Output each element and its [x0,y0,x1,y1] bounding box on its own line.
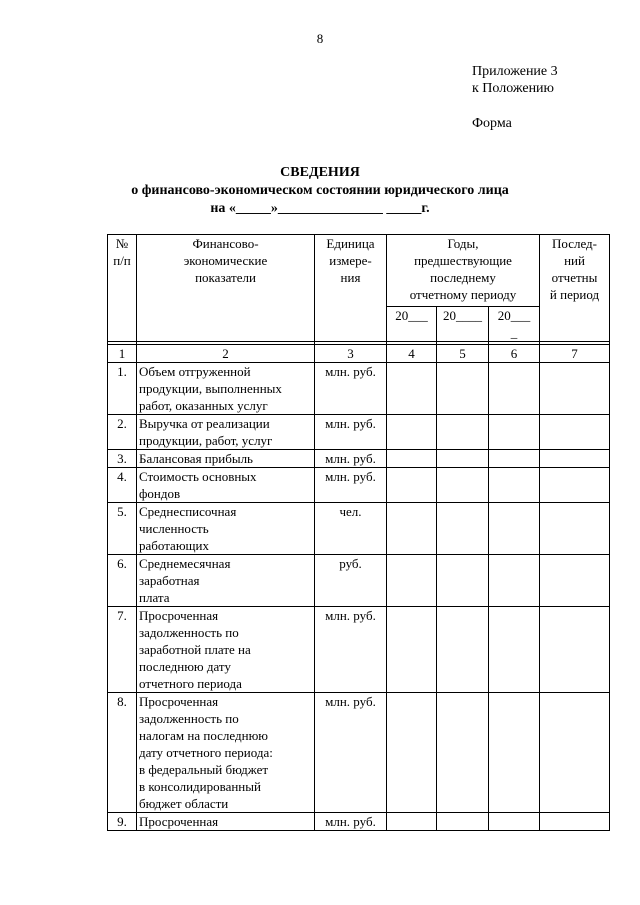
value-cell[interactable] [387,450,437,468]
value-cell[interactable] [437,363,489,415]
value-cell[interactable] [540,555,610,607]
value-cell[interactable] [489,450,540,468]
year-cell-1: 20___ [387,307,437,342]
indicator-line: последнюю дату [139,659,231,674]
indicator-line: Просроченная [139,608,219,623]
header-number: № п/п [108,235,137,342]
indicator-line: Просроченная [139,814,219,829]
year-cell-3: 20___ _ [489,307,540,342]
year-cell-2: 20____ [437,307,489,342]
document-title: СВЕДЕНИЯ [280,165,360,180]
indicator-line: продукции, работ, услуг [139,433,273,448]
value-cell[interactable] [489,813,540,831]
indicator-line: работающих [139,538,210,553]
indicator-line: бюджет области [139,796,229,811]
indicator-name [137,693,315,813]
value-cell[interactable] [540,363,610,415]
value-cell[interactable] [540,503,610,555]
unit-cell: млн. руб. [315,450,387,468]
header-previous-years: Годы, предшествующие последнему отчетному периоду [387,235,540,307]
value-cell[interactable] [437,503,489,555]
value-cell[interactable] [489,503,540,555]
indicator-name [137,450,315,468]
row-number: 8. [108,693,137,813]
appendix-block [472,63,558,97]
indicator-line: заработной плате на [139,642,251,657]
unit-cell: млн. руб. [315,415,387,450]
row-number: 9. [108,813,137,831]
header-indicators: Финансово- экономические показатели [137,235,315,342]
row-number: 6. [108,555,137,607]
header-unit: Единица измере- ния [315,235,387,342]
row-number: 5. [108,503,137,555]
value-cell[interactable] [437,607,489,693]
indicator-line: дату отчетного периода: [139,745,273,760]
value-cell[interactable] [387,813,437,831]
column-number: 6 [489,345,540,363]
value-cell[interactable] [437,415,489,450]
value-cell[interactable] [540,693,610,813]
table-row [108,450,610,468]
value-cell[interactable] [489,555,540,607]
column-numbers-row [108,345,610,363]
column-number: 7 [540,345,610,363]
value-cell[interactable] [489,363,540,415]
value-cell[interactable] [489,607,540,693]
row-number: 4. [108,468,137,503]
unit-cell: млн. руб. [315,693,387,813]
row-number: 1. [108,363,137,415]
value-cell[interactable] [540,450,610,468]
table-row [108,503,610,555]
table-row [108,813,610,831]
indicator-line: Среднемесячная [139,556,231,571]
unit-cell: млн. руб. [315,468,387,503]
indicator-line: плата [139,590,170,605]
indicator-name [137,363,315,415]
financial-indicators-table [107,234,610,831]
indicator-line: в федеральный бюджет [139,762,269,777]
value-cell[interactable] [387,607,437,693]
indicator-line: Выручка от реализации [139,416,270,431]
value-cell[interactable] [387,415,437,450]
value-cell[interactable] [437,450,489,468]
document-heading [0,164,640,218]
column-number: 5 [437,345,489,363]
indicator-line: задолженность по [139,625,239,640]
value-cell[interactable] [387,363,437,415]
appendix-label: Приложение 3 [472,64,558,79]
value-cell[interactable] [437,555,489,607]
row-number: 7. [108,607,137,693]
value-cell[interactable] [437,813,489,831]
value-cell[interactable] [387,503,437,555]
indicator-line: численность [139,521,209,536]
indicator-name [137,503,315,555]
table-row [108,693,610,813]
table-row [108,607,610,693]
table-row [108,555,610,607]
indicator-line: отчетного периода [139,676,242,691]
table-row [108,468,610,503]
indicator-line: работ, оказанных услуг [139,398,268,413]
value-cell[interactable] [437,468,489,503]
value-cell[interactable] [387,693,437,813]
table-row [108,415,610,450]
row-number: 2. [108,415,137,450]
value-cell[interactable] [540,607,610,693]
indicator-line: фондов [139,486,181,501]
value-cell[interactable] [540,813,610,831]
table-body [108,363,610,831]
value-cell[interactable] [387,555,437,607]
indicator-line: заработная [139,573,200,588]
indicator-line: Просроченная [139,694,219,709]
indicator-line: Балансовая прибыль [139,451,253,466]
indicator-line: Стоимость основных [139,469,257,484]
value-cell[interactable] [540,468,610,503]
value-cell[interactable] [437,693,489,813]
value-cell[interactable] [387,468,437,503]
column-number: 1 [108,345,137,363]
indicator-name [137,555,315,607]
document-date-line: на «_____»_______________ _____г. [210,201,430,216]
unit-cell: млн. руб. [315,813,387,831]
indicator-line: Объем отгруженной [139,364,251,379]
indicator-line: в консолидированный [139,779,261,794]
page-number: 8 [316,31,324,46]
value-cell[interactable] [489,468,540,503]
document-subtitle: о финансово-экономическом состоянии юридического лица [131,183,509,198]
value-cell[interactable] [489,693,540,813]
form-label: Форма [472,116,512,131]
indicator-line: Среднесписочная [139,504,237,519]
table-row [108,363,610,415]
column-number: 4 [387,345,437,363]
indicator-line: налогам на последнюю [139,728,269,743]
indicator-name [137,813,315,831]
header-last-period: Послед- ний отчетны й период [540,235,610,342]
unit-cell: чел. [315,503,387,555]
column-number: 3 [315,345,387,363]
unit-cell: млн. руб. [315,363,387,415]
indicator-name [137,415,315,450]
indicator-line: продукции, выполненных [139,381,282,396]
unit-cell: млн. руб. [315,607,387,693]
indicator-name [137,468,315,503]
row-number: 3. [108,450,137,468]
unit-cell: руб. [315,555,387,607]
value-cell[interactable] [489,415,540,450]
value-cell[interactable] [540,415,610,450]
column-number: 2 [137,345,315,363]
indicator-name [137,607,315,693]
indicator-line: задолженность по [139,711,239,726]
appendix-reference: к Положению [472,81,555,96]
